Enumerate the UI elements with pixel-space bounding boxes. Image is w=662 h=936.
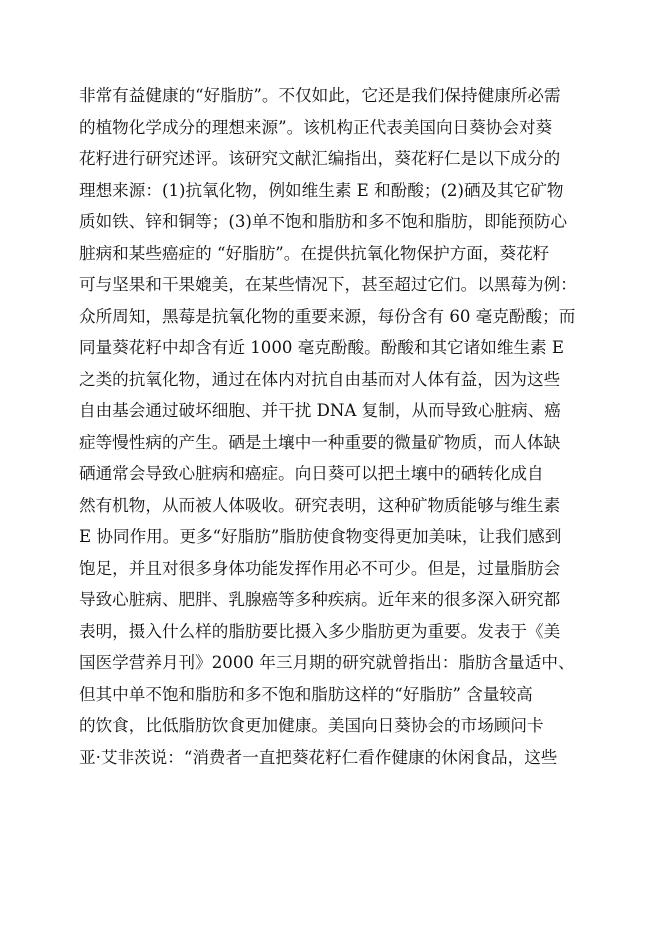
text-line: 但其中单不饱和脂肪和多不饱和脂肪这样的“好脂肪” 含量较高 — [79, 684, 533, 704]
text-line: 国医学营养月刊》2000 年三月期的研究就曾指出：脂肪含量适中、 — [79, 653, 575, 672]
text-line: 众所周知，黑莓是抗氧化物的重要来源，每份含有 60 毫克酚酸；而 — [79, 306, 576, 326]
text-line: 自由基会通过破坏细胞、并干扰 DNA 复制，从而导致心脏病、癌 — [79, 401, 561, 420]
text-line: 导致心脏病、肥胖、乳腺癌等多种疾病。近年来的很多深入研究都 — [79, 590, 561, 609]
text-line: 同量葵花籽中却含有近 1000 毫克酚酸。酚酸和其它诸如维生素 E — [79, 338, 565, 357]
text-line: 硒通常会导致心脏病和癌症。向日葵可以把土壤中的硒转化成自 — [79, 464, 544, 483]
body-text — [79, 80, 589, 773]
text-line: 之类的抗氧化物，通过在体内对抗自由基而对人体有益，因为这些 — [79, 369, 561, 389]
text-line: 饱足，并且对很多身体功能发挥作用必不可少。但是，过量脂肪会 — [79, 558, 561, 578]
text-line: 亚·艾非茨说：“消费者一直把葵花籽仁看作健康的休闲食品，这些 — [79, 747, 558, 767]
text-line: 理想来源：(1)抗氧化物，例如维生素 E 和酚酸；(2)硒及其它矿物 — [79, 180, 564, 200]
text-line: E 协同作用。更多“好脂肪”脂肪使食物变得更加美味，让我们感到 — [79, 527, 562, 546]
text-line: 质如铁、锌和铜等；(3)单不饱和脂肪和多不饱和脂肪，即能预防心 — [79, 212, 568, 231]
text-line: 花籽进行研究述评。该研究文献汇编指出，葵花籽仁是以下成分的 — [79, 149, 561, 168]
text-line: 表明，摄入什么样的脂肪要比摄入多少脂肪更为重要。发表于《美 — [79, 621, 561, 641]
text-line: 的植物化学成分的理想来源”。该机构正代表美国向日葵协会对葵 — [79, 117, 553, 137]
text-line: 可与坚果和干果媲美，在某些情况下，甚至超过它们。以黑莓为例： — [79, 275, 577, 294]
text-line: 症等慢性病的产生。硒是土壤中一种重要的微量矿物质，而人体缺 — [79, 432, 561, 452]
text-line: 脏病和某些癌症的 “好脂肪”。在提供抗氧化物保护方面，葵花籽 — [79, 243, 550, 263]
text-line: 非常有益健康的“好脂肪”。不仅如此，它还是我们保持健康所必需 — [79, 86, 561, 105]
text-line: 然有机物，从而被人体吸收。研究表明，这种矿物质能够与维生素 — [79, 495, 561, 515]
text-line: 的饮食，比低脂肪饮食更加健康。美国向日葵协会的市场顾问卡 — [79, 716, 544, 735]
